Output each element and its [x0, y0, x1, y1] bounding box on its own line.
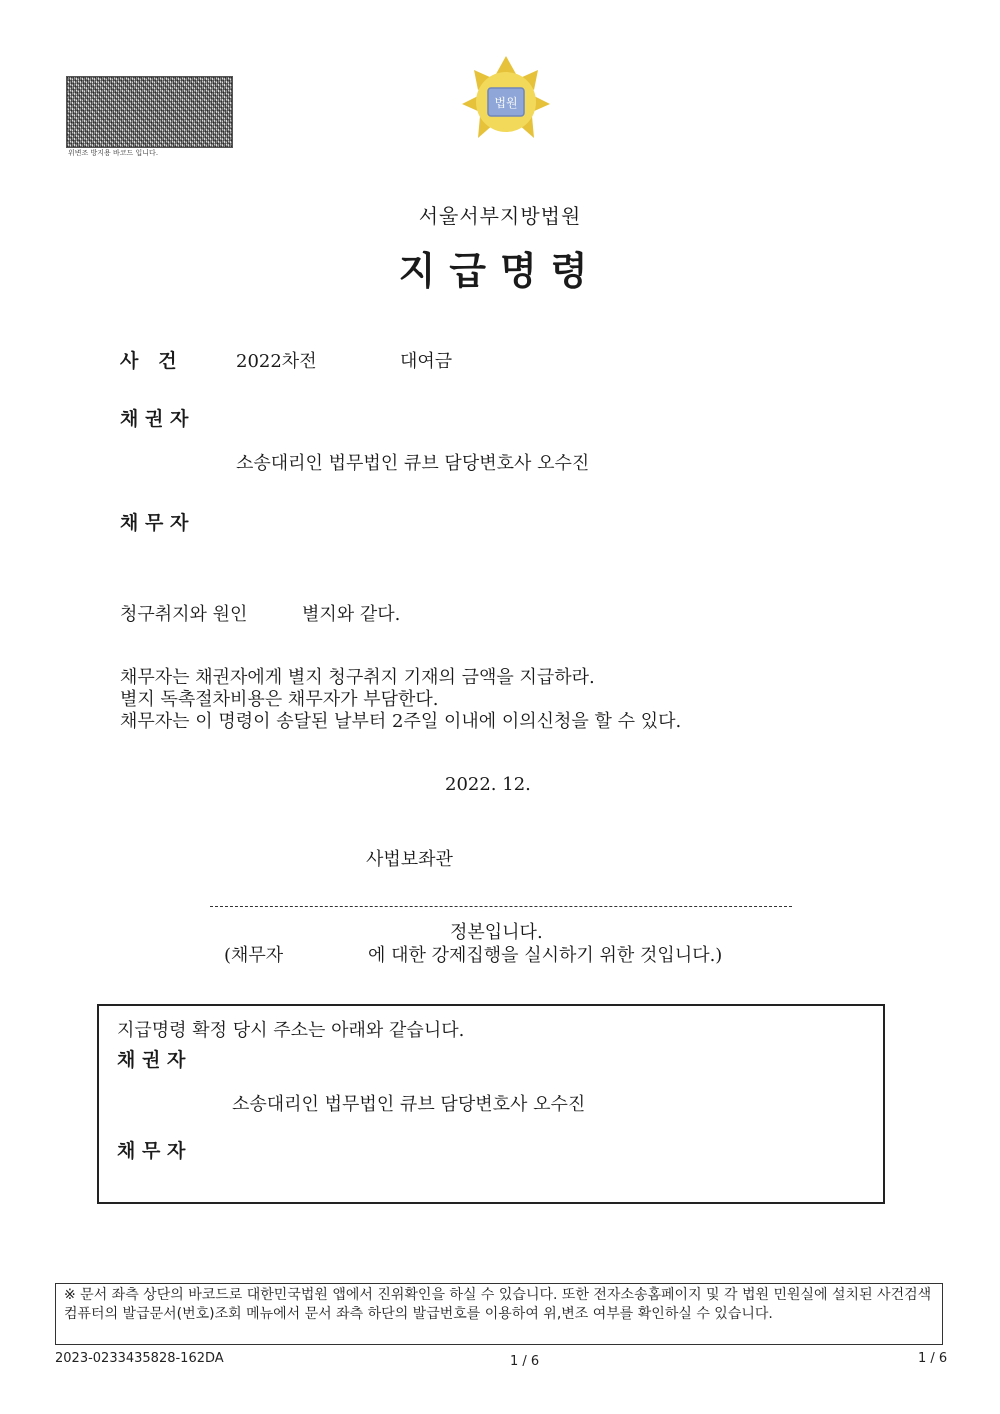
certification-prefix: (채무자	[224, 945, 284, 966]
page-number-center: 1 / 6	[510, 1354, 540, 1369]
certification-line-1: 정본입니다.	[450, 922, 543, 943]
debtor-label: 채 무 자	[120, 512, 189, 534]
judicial-officer: 사법보좌관	[366, 849, 453, 870]
creditor-representative: 소송대리인 법무법인 큐브 담당변호사 오수진	[236, 453, 590, 474]
order-line-3: 채무자는 이 명령이 송달된 날부터 2주일 이내에 이의신청을 할 수 있다.	[120, 711, 682, 732]
confirmed-creditor-representative: 소송대리인 법무법인 큐브 담당변호사 오수진	[232, 1094, 586, 1115]
verification-barcode	[66, 76, 233, 148]
confirmed-box-heading: 지급명령 확정 당시 주소는 아래와 같습니다.	[117, 1020, 465, 1041]
separator-line	[210, 906, 792, 907]
case-number: 2022차전	[236, 351, 317, 372]
barcode-caption: 위변조 방지용 바코드 입니다.	[68, 149, 159, 157]
claim-value: 별지와 같다.	[302, 604, 401, 625]
document-title: 지급명령	[398, 249, 602, 293]
certification-suffix: 에 대한 강제집행을 실시하기 위한 것입니다.)	[368, 945, 723, 966]
verification-notice: ※ 문서 좌측 상단의 바코드로 대한민국법원 앱에서 진위확인을 하실 수 있습니다. 또한 전자소송홈페이지 및 각 법원 민원실에 설치된 사건검색 컴퓨터의 발급문서(번호)조회 메뉴에서 문서 좌측 하단의 발급번호를 이용하여 위,변조 여부를 확인하실 수 있습니다.	[55, 1283, 943, 1345]
issue-number: 2023-0233435828-162DA	[55, 1351, 224, 1366]
order-line-1: 채무자는 채권자에게 별지 청구취지 기재의 금액을 지급하라.	[120, 667, 595, 688]
issue-date: 2022. 12.	[445, 774, 531, 795]
claim-label: 청구취지와 원인	[120, 604, 248, 625]
case-label: 사 건	[120, 350, 177, 372]
creditor-label: 채 권 자	[120, 408, 189, 430]
case-type: 대여금	[400, 351, 453, 372]
court-seal-icon	[458, 52, 554, 148]
confirmed-creditor-label: 채 권 자	[117, 1049, 186, 1071]
order-line-2: 별지 독촉절차비용은 채무자가 부담한다.	[120, 689, 439, 710]
page-number-right: 1 / 6	[918, 1351, 948, 1366]
seal-text: 법원	[494, 96, 518, 110]
confirmed-debtor-label: 채 무 자	[117, 1140, 186, 1162]
court-name: 서울서부지방법원	[418, 204, 582, 228]
